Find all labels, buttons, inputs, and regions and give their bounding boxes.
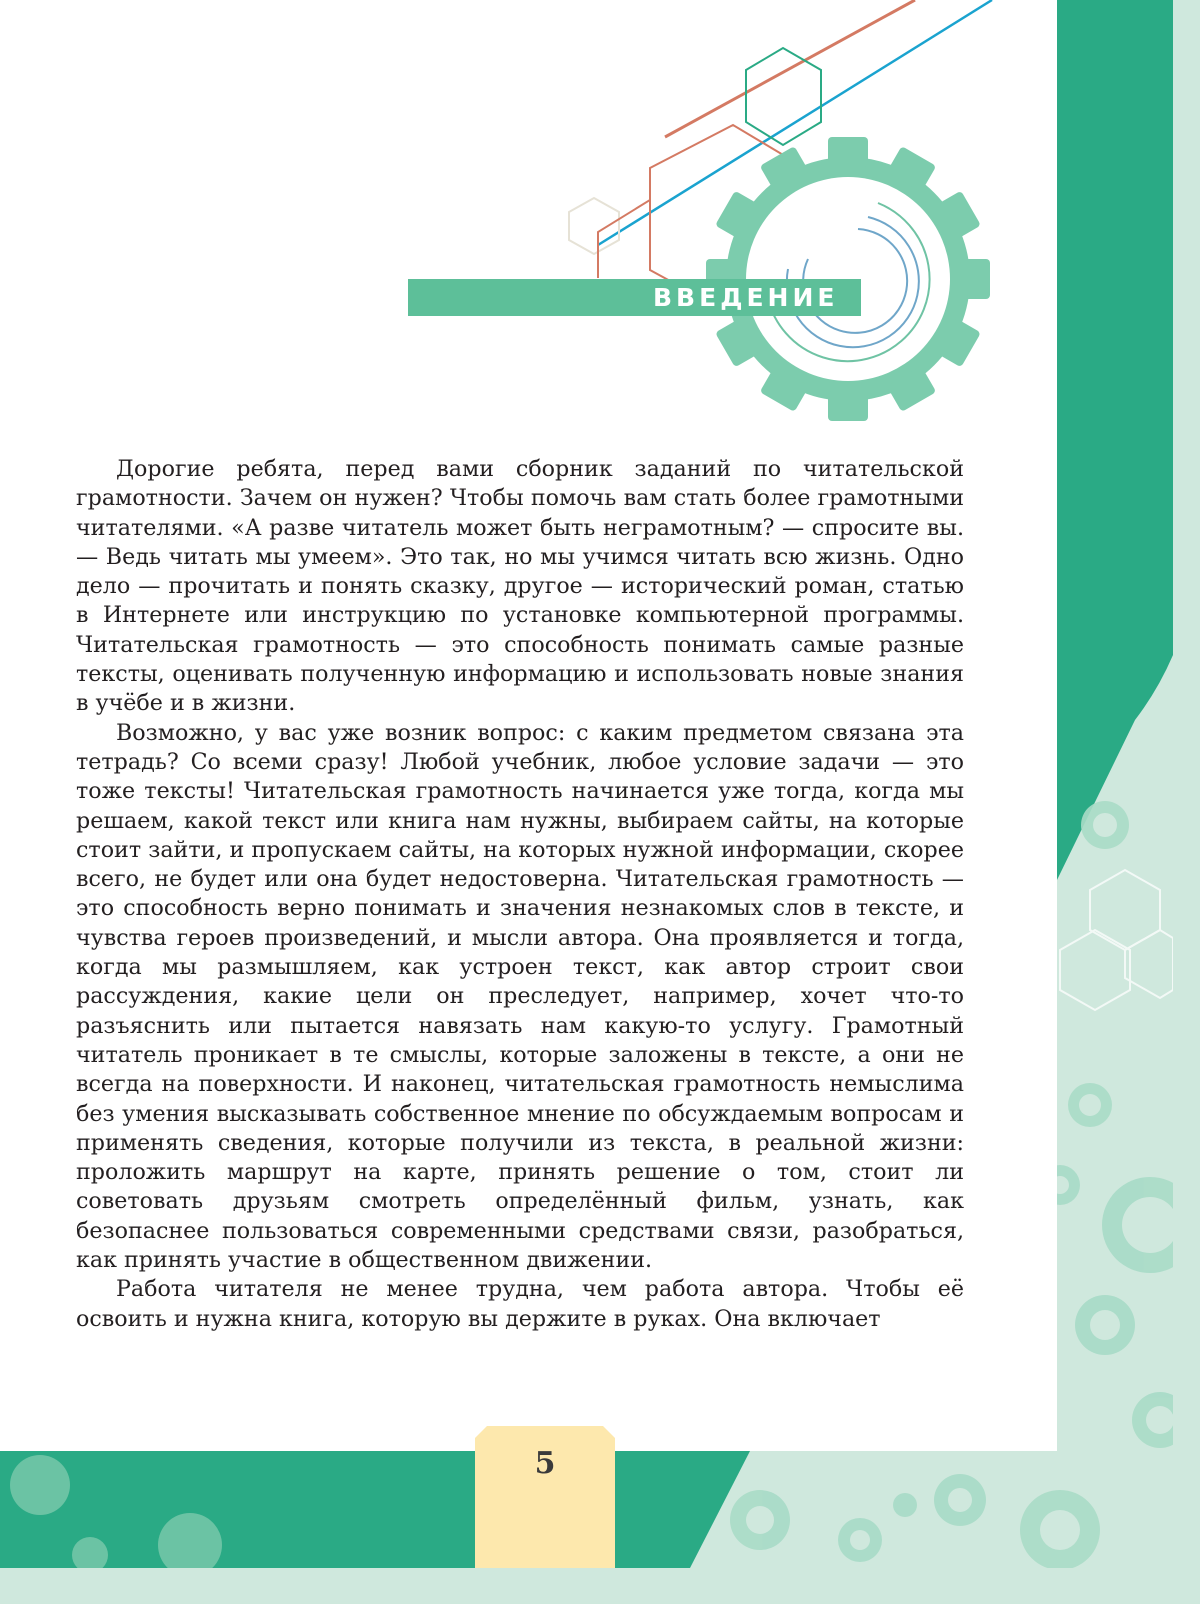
- paragraph: Дорогие ребята, перед вами сборник заданий по читательской грамотности. Зачем он нужен? Чтобы помочь вам стать более грамотными читателями. «А разве читатель может быть неграмотным? — спросите вы. — Ведь читать мы умеем». Это так, но мы учимся читать всю жизнь. Одно дело — прочитать и понять сказку, другое — исторический роман, статью в Интернете или инструкцию по установке компьютерной программы. Читательская грамотность — это способность понимать самые разные тексты, оценивать полученную информацию и использовать новые знания в учёбе и в жизни.: [76, 456, 964, 717]
- paragraph: Работа читателя не менее трудна, чем работа автора. Чтобы её освоить и нужна книга, которую вы держите в руках. Она включает: [76, 1276, 964, 1332]
- page-number: 5: [534, 1446, 556, 1481]
- header-gear-illustration: [0, 0, 1057, 440]
- section-title: ВВЕДЕНИЕ: [653, 283, 839, 312]
- body-text: [76, 455, 964, 1334]
- paragraph: Возможно, у вас уже возник вопрос: с каким предметом связана эта тетрадь? Со всеми сразу! Любой учебник, любое условие задачи — это тоже тексты! Читательская грамотность начинается уже тогда, когда мы решаем, какой текст или книга нам нужны, выбираем сайты, на которые стоит зайти, и пропускаем сайты, на которых нужной информации, скорее всего, не будет или она будет недостоверна. Читательская грамотность — это способность верно понимать и значения незнакомых слов в тексте, и чувства героев произведений, и мысли автора. Она проявляется и тогда, когда мы размышляем, как устроен текст, как автор строит свои рассуждения, какие цели он преследует, например, хочет что-то разъяснить или пытается навязать нам какую-то услугу. Грамотный читатель проникает в те смыслы, которые заложены в тексте, а они не всегда на поверхности. И наконец, читательская грамотность немыслима без умения высказывать собственное мнение по обсуждаемым вопросам и применять сведения, которые получили из текста, в реальной жизни: проложить маршрут на карте, принять решение о том, стоит ли советовать друзьям смотреть определённый фильм, узнать, как безопаснее пользоваться современными средствами связи, разобраться, как принять участие в общественном движении.: [76, 719, 964, 1274]
